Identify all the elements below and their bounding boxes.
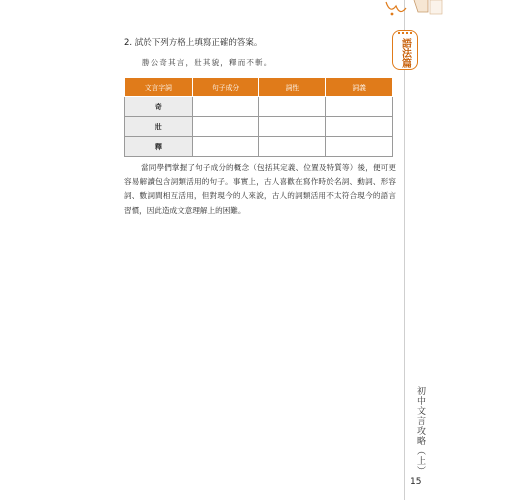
table-header-cell: 句子成分: [192, 78, 259, 97]
section-tab: [392, 30, 418, 70]
answer-cell[interactable]: [326, 97, 393, 117]
table-header-cell: 詞性: [259, 78, 326, 97]
margin-divider: [404, 0, 405, 500]
answer-cell[interactable]: [192, 97, 259, 117]
answer-cell[interactable]: [259, 137, 326, 157]
answer-cell[interactable]: [326, 117, 393, 137]
answer-table: [124, 77, 393, 157]
body-paragraph: 當同學們掌握了句子成分的概念（包括其定義、位置及特質等）後，便可更容易解讀包含詞類活用的句子。事實上，古人喜歡在寫作時於名詞、動詞、形容詞、數詞間相互活用，但對現今的人來說，古人的詞類活用不太符合現今的語言習慣，因此造成文意理解上的困難。: [124, 163, 396, 215]
answer-cell[interactable]: [326, 137, 393, 157]
section-tab-label: 語法篇: [399, 38, 411, 68]
book-title: 初中文言攻略（上）: [415, 386, 425, 476]
answer-cell[interactable]: [259, 97, 326, 117]
exercise-question: 2. 試於下列方格上填寫正確的答案。: [124, 38, 263, 48]
corner-illustration: [384, 0, 444, 22]
answer-cell[interactable]: [192, 137, 259, 157]
exercise-quote: 勝公奇其言，壯其貌，釋而不斬。: [142, 58, 273, 67]
answer-cell[interactable]: [192, 117, 259, 137]
table-row: [125, 97, 393, 117]
tab-dots-icon: [398, 32, 412, 36]
word-cell: 奇: [125, 97, 193, 117]
page-number: 15: [410, 477, 422, 487]
table-row: [125, 137, 393, 157]
word-cell: 釋: [125, 137, 193, 157]
word-cell: 壯: [125, 117, 193, 137]
table-header-row: [125, 78, 393, 97]
table-header-cell: 文言字詞: [125, 78, 193, 97]
table-header-cell: 詞義: [326, 78, 393, 97]
answer-cell[interactable]: [259, 117, 326, 137]
table-row: [125, 117, 393, 137]
